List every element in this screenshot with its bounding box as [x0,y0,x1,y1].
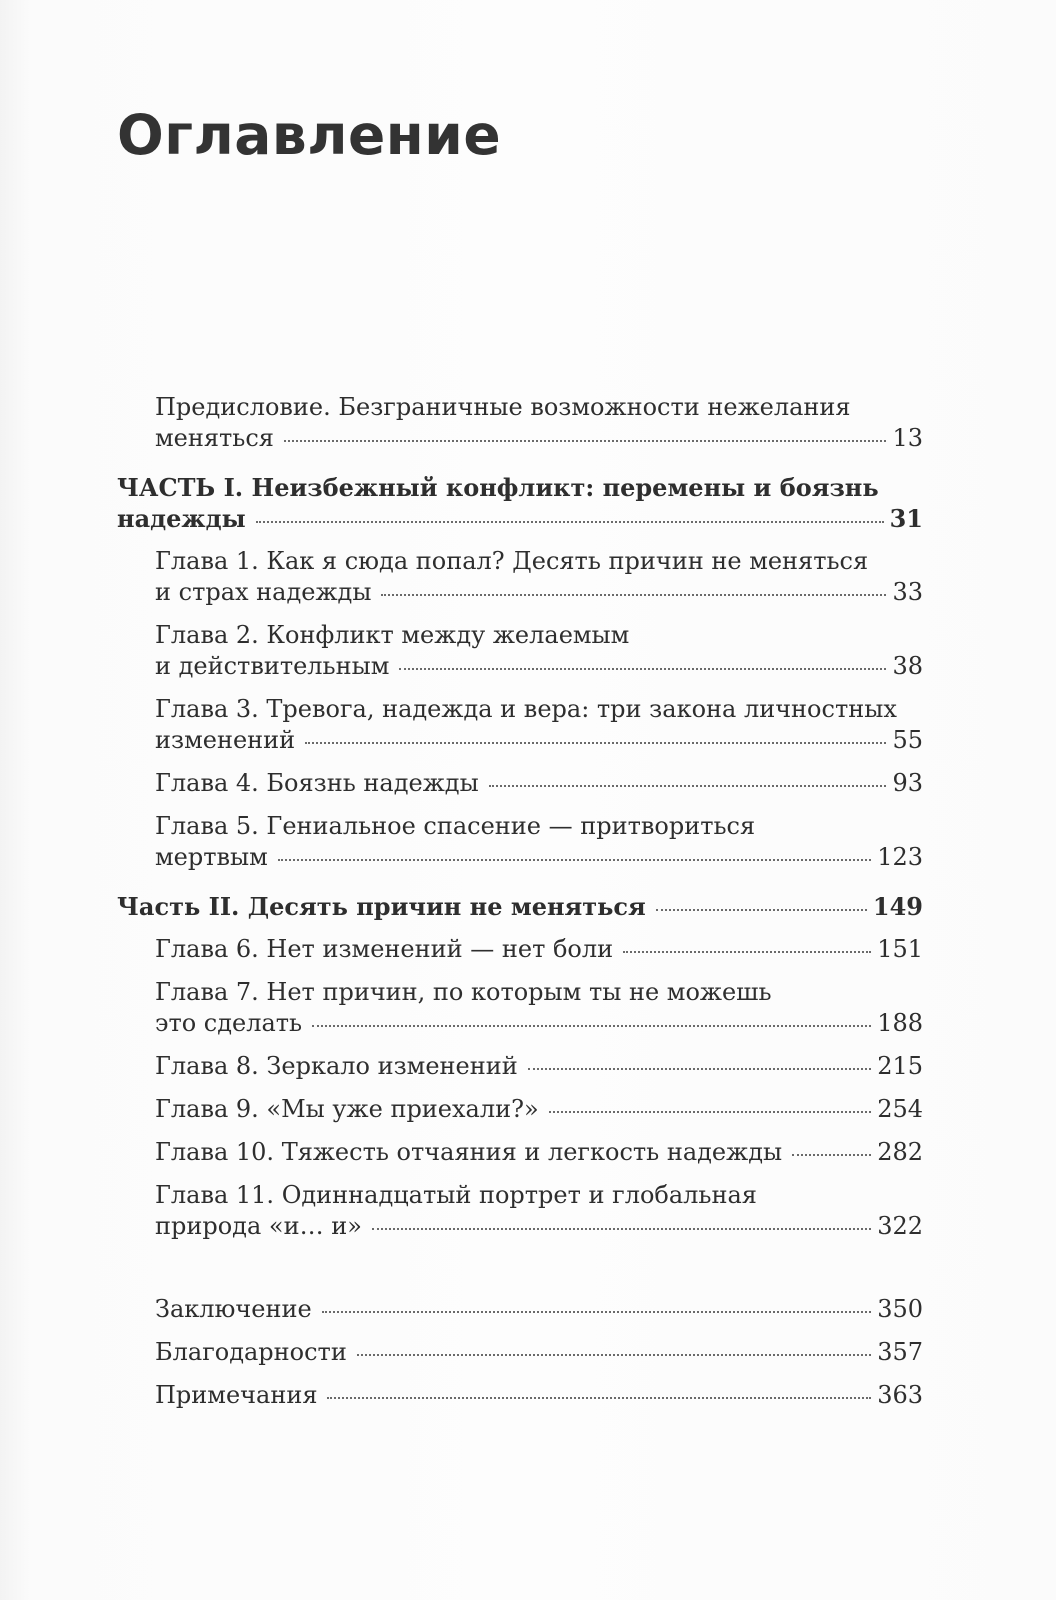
page-number: 31 [889,504,923,533]
dot-leader [322,1311,872,1313]
toc-entry-title: Примечания [155,1381,318,1409]
dot-leader [792,1154,871,1156]
toc-entry-conclusion [117,1294,923,1325]
toc-entry-title: Глава 10. Тяжесть отчаяния и легкость надежды [155,1138,783,1166]
toc-entry-title: Глава 2. Конфликт между желаемым [155,621,630,649]
toc-entry-title-cont: меняться [155,424,274,452]
toc-entry-chapter-7 [117,977,923,1039]
toc-entry-title: Глава 7. Нет причин, по которым ты не можешь [155,978,772,1006]
page-number: 188 [877,1009,923,1037]
page-number: 33 [892,578,923,606]
dot-leader [278,859,871,861]
toc-entry-title-cont: и действительным [155,652,390,680]
toc-entry-title-cont: изменений [155,726,296,754]
toc-entry-title-cont: и страх надежды [155,578,372,606]
toc-entry-title: Глава 5. Гениальное спасение — притвориться [155,812,756,840]
toc-entry-title-cont: природа «и… и» [155,1212,362,1240]
dot-leader [381,594,886,596]
dot-leader [305,742,886,744]
toc-entry-chapter-6 [117,934,923,965]
dot-leader [256,521,884,523]
dot-leader [528,1068,871,1070]
dot-leader [312,1025,871,1027]
page-number: 363 [877,1381,923,1409]
toc-entry-part-1 [117,472,923,534]
toc-entry-title: Глава 11. Одиннадцатый портрет и глобальная [155,1181,757,1209]
page-number: 151 [877,935,923,963]
dot-leader [399,668,886,670]
page-number: 350 [877,1295,923,1323]
page-number: 123 [877,843,923,871]
page-number: 322 [877,1212,923,1240]
toc-entry-chapter-9 [117,1094,923,1125]
page-number: 282 [877,1138,923,1166]
dot-leader [656,909,867,911]
dot-leader [549,1111,872,1113]
toc-entry-title-cont: это сделать [155,1009,303,1037]
toc-entry-title-cont: надежды [117,504,246,533]
toc-entry-title: Глава 6. Нет изменений — нет боли [155,935,614,963]
dot-leader [357,1354,871,1356]
dot-leader [284,440,887,442]
page-number: 55 [892,726,923,754]
toc-entry-title: Предисловие. Безграничные возможности нежелания [155,393,851,421]
toc-entry-chapter-5 [117,811,923,873]
page-number: 357 [877,1338,923,1366]
toc-entry-chapter-11 [117,1180,923,1242]
dot-leader [489,785,887,787]
toc-entry-title: Заключение [155,1295,312,1323]
page-title: Оглавление [117,103,502,167]
toc-entry-preface [117,392,923,454]
page-number: 254 [877,1095,923,1123]
toc-entry-title: Глава 8. Зеркало изменений [155,1052,518,1080]
toc-entry-acknowledgements [117,1337,923,1368]
toc-entry-title-cont: мертвым [155,843,268,871]
toc-entry-chapter-2 [117,620,923,682]
page-number: 13 [892,424,923,452]
toc-entry-chapter-10 [117,1137,923,1168]
toc-entry-chapter-1 [117,546,923,608]
toc-entry-chapter-3 [117,694,923,756]
page-number: 93 [892,769,923,797]
toc-entry-title: Глава 1. Как я сюда попал? Десять причин не меняться [155,547,869,575]
toc-entry-chapter-4 [117,768,923,799]
page-number: 215 [877,1052,923,1080]
toc-entry-title: Благодарности [155,1338,347,1366]
toc-entry-title: Глава 4. Боязнь надежды [155,769,479,797]
dot-leader [327,1397,871,1399]
toc-entry-part-2 [117,891,923,922]
toc-entry-title: Глава 9. «Мы уже приехали?» [155,1095,539,1123]
dot-leader [623,951,871,953]
toc-entry-title: Часть II. Десять причин не меняться [117,892,646,921]
toc-entry-notes [117,1380,923,1411]
page-number: 38 [892,652,923,680]
table-of-contents [117,392,923,1411]
toc-entry-title: ЧАСТЬ I. Неизбежный конфликт: перемены и боязнь [117,473,879,502]
dot-leader [372,1228,871,1230]
page-number: 149 [872,892,923,921]
toc-entry-chapter-8 [117,1051,923,1082]
toc-entry-title: Глава 3. Тревога, надежда и вера: три закона личностных [155,695,897,723]
